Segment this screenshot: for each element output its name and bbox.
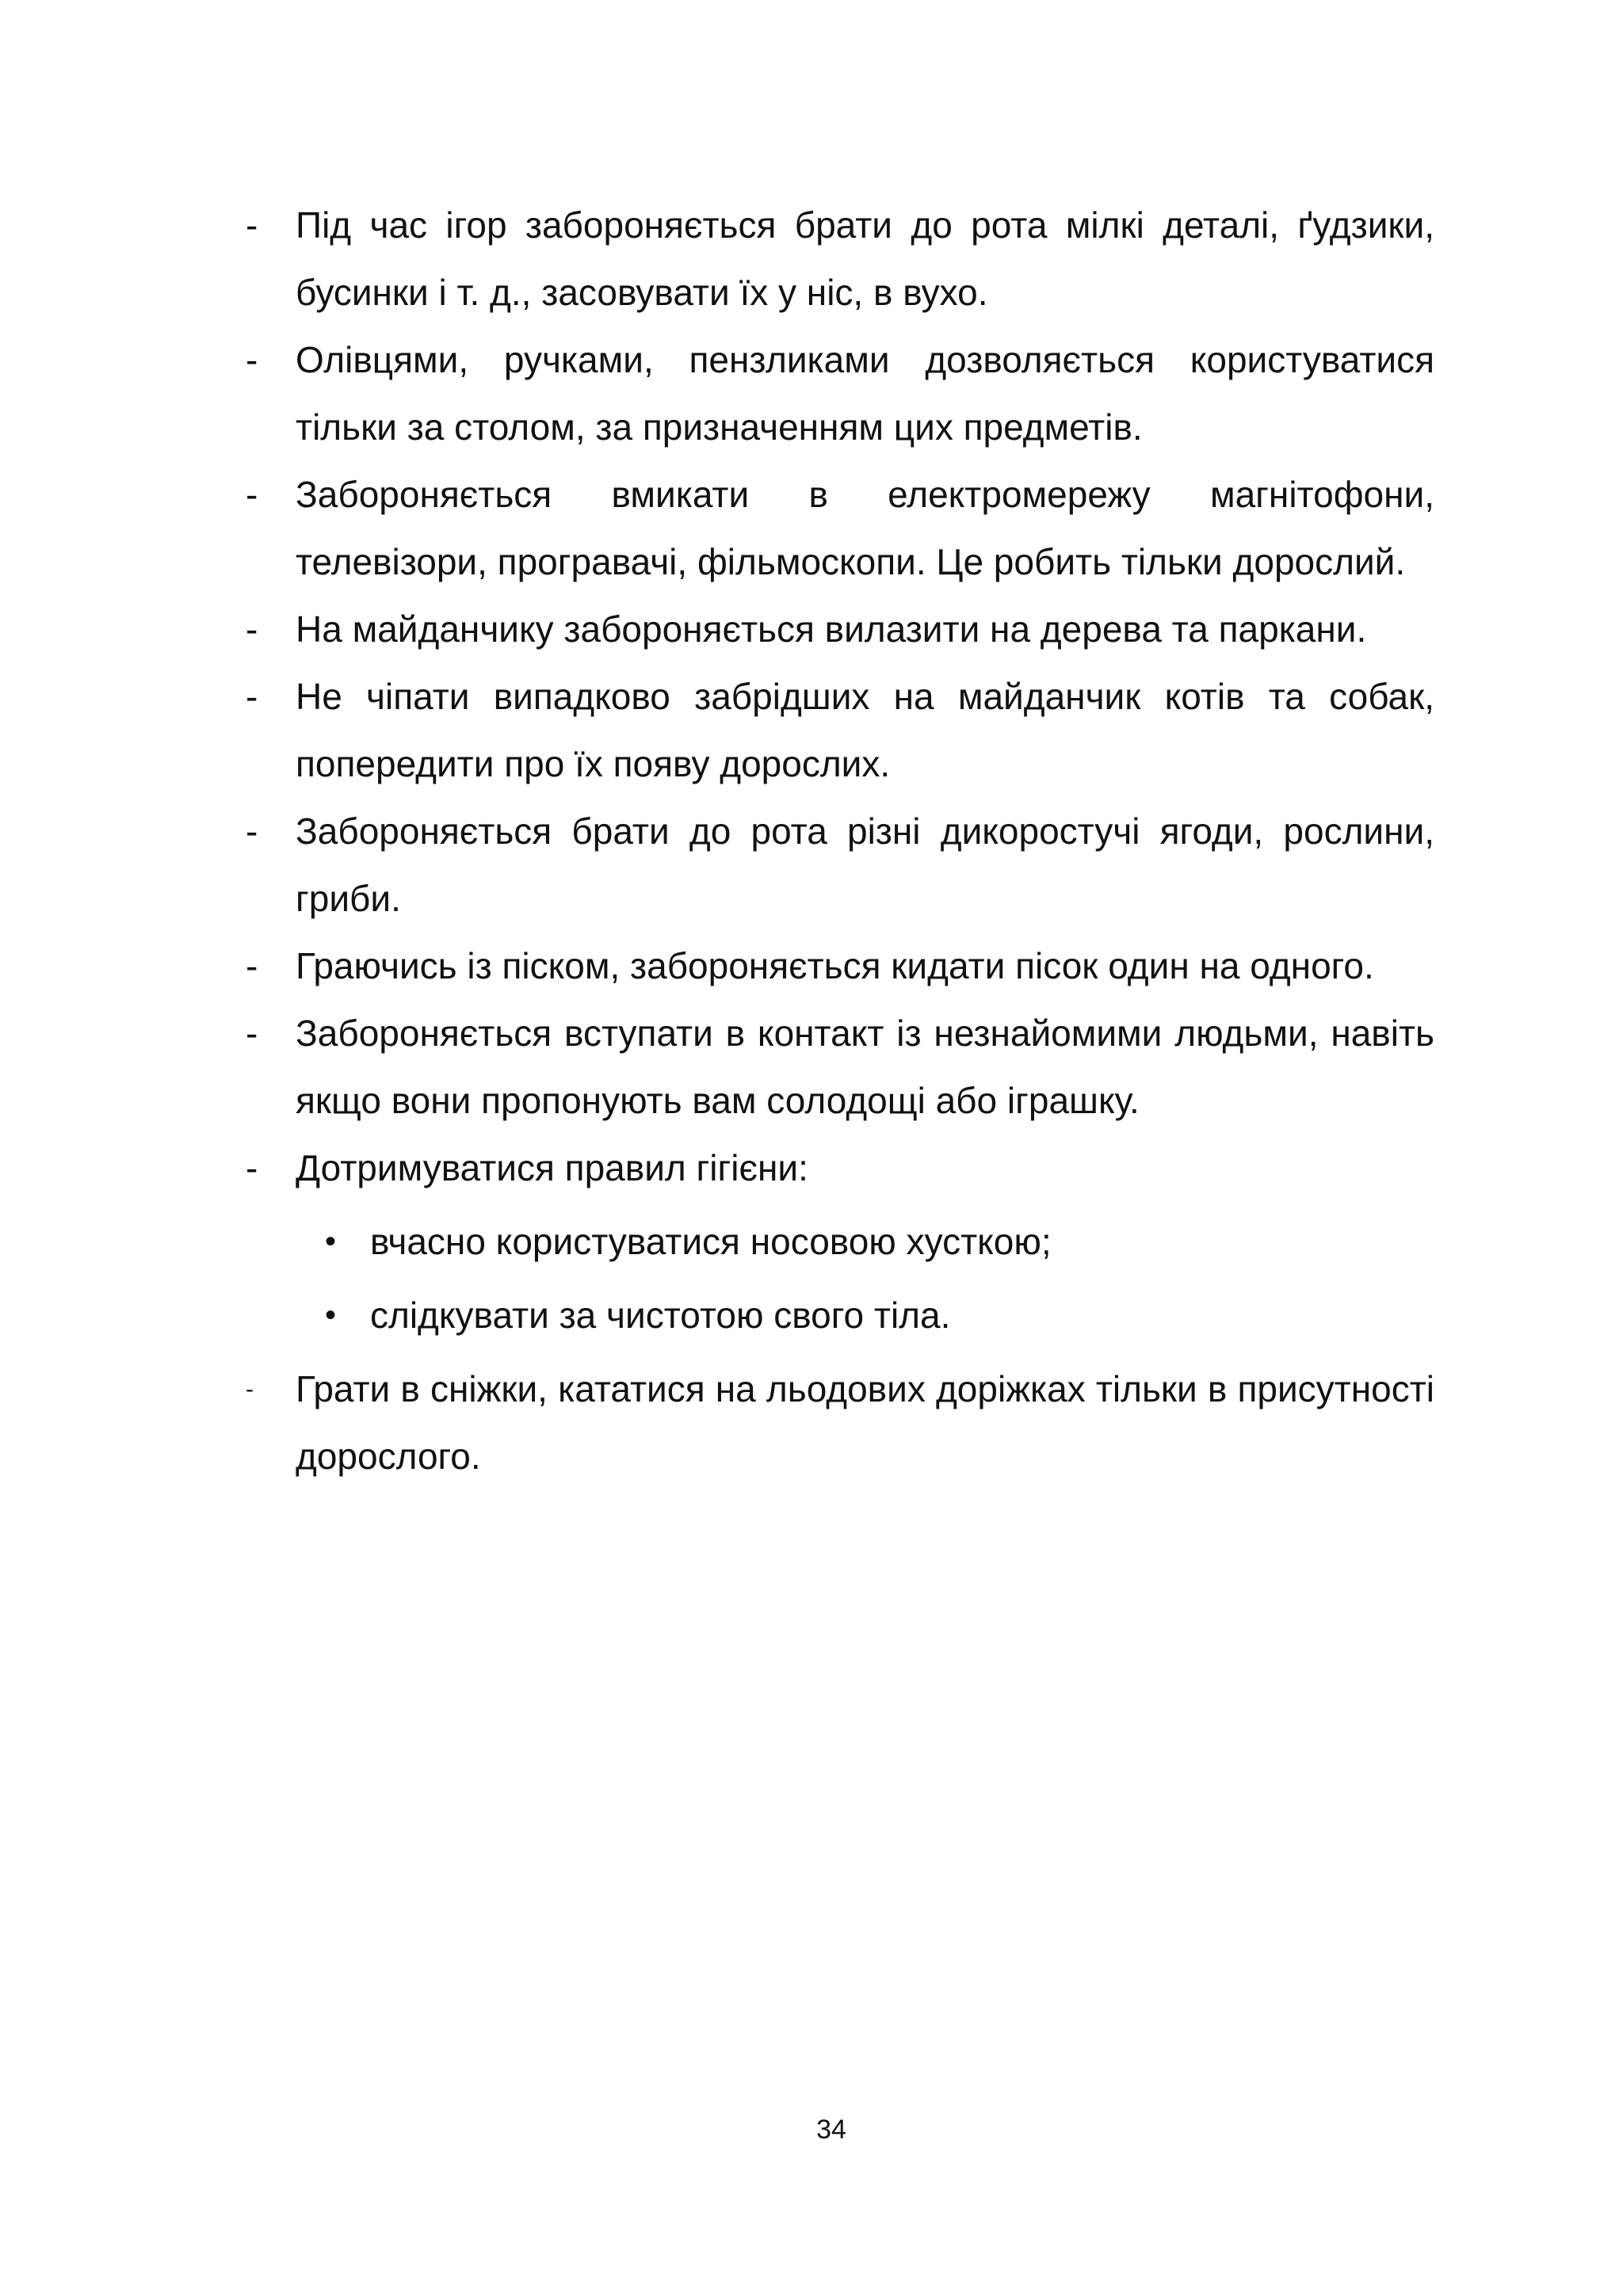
list-item-text: Не чіпати випадково забрідших на майданчик котів та собак, попередити про їх появу дорослих. bbox=[296, 676, 1434, 784]
list-marker: - bbox=[246, 1376, 254, 1402]
list-item bbox=[246, 192, 1434, 326]
list-item-text: Граючись із піском, забороняється кидати пісок один на одного. bbox=[296, 945, 1374, 986]
sub-list-item bbox=[246, 1208, 1434, 1276]
list-marker: - bbox=[246, 339, 258, 380]
list-item-text: Забороняється вмикати в електромережу магнітофони, телевізори, програвачі, фільмоскопи. Це робить тільки дорослий. bbox=[296, 474, 1434, 582]
list-item bbox=[246, 1000, 1434, 1135]
list-item bbox=[246, 798, 1434, 933]
list-item bbox=[246, 326, 1434, 461]
list-item bbox=[246, 461, 1434, 596]
list-item-text: Грати в сніжки, кататися на льодових доріжках тільки в присутності дорослого. bbox=[296, 1368, 1434, 1477]
sub-list-item bbox=[246, 1282, 1434, 1349]
list-item-text: Забороняється вступати в контакт із незнайомими людьми, навіть якщо вони пропонують вам солодощі або іграшку. bbox=[296, 1013, 1434, 1121]
list-marker: - bbox=[246, 608, 258, 650]
bullet-icon: • bbox=[325, 1224, 337, 1259]
list-marker: - bbox=[246, 945, 258, 986]
list-marker: - bbox=[246, 474, 258, 515]
page-number: 34 bbox=[816, 2115, 846, 2145]
list-item-text: Забороняється брати до рота різні дикоростучі ягоди, рослини, гриби. bbox=[296, 810, 1434, 919]
list-marker: - bbox=[246, 810, 258, 852]
list-marker: - bbox=[246, 676, 258, 717]
list-item-text: На майданчику забороняється вилазити на дерева та паркани. bbox=[296, 608, 1367, 650]
list-item bbox=[246, 596, 1434, 663]
sub-list-item-text: вчасно користуватися носовою хусткою; bbox=[370, 1221, 1052, 1262]
list-item-text: Олівцями, ручками, пензликами дозволяється користуватися тільки за столом, за призначенням цих предметів. bbox=[296, 339, 1434, 448]
list-item-text: Дотримуватися правил гігієни: bbox=[296, 1147, 808, 1188]
bullet-icon: • bbox=[325, 1298, 337, 1333]
sub-list-item-text: слідкувати за чистотою свого тіла. bbox=[370, 1295, 951, 1336]
list-item bbox=[246, 933, 1434, 1000]
list-item-text: Під час ігор забороняється брати до рота мілкі деталі, ґудзики, бусинки і т. д., засовувати їх у ніс, в вухо. bbox=[296, 204, 1434, 313]
list-marker: - bbox=[246, 1147, 258, 1188]
rules-list bbox=[246, 192, 1434, 1490]
list-marker: - bbox=[246, 1013, 258, 1054]
list-marker: - bbox=[246, 204, 258, 246]
list-item bbox=[246, 1135, 1434, 1202]
list-item bbox=[246, 663, 1434, 798]
list-item bbox=[246, 1356, 1434, 1490]
